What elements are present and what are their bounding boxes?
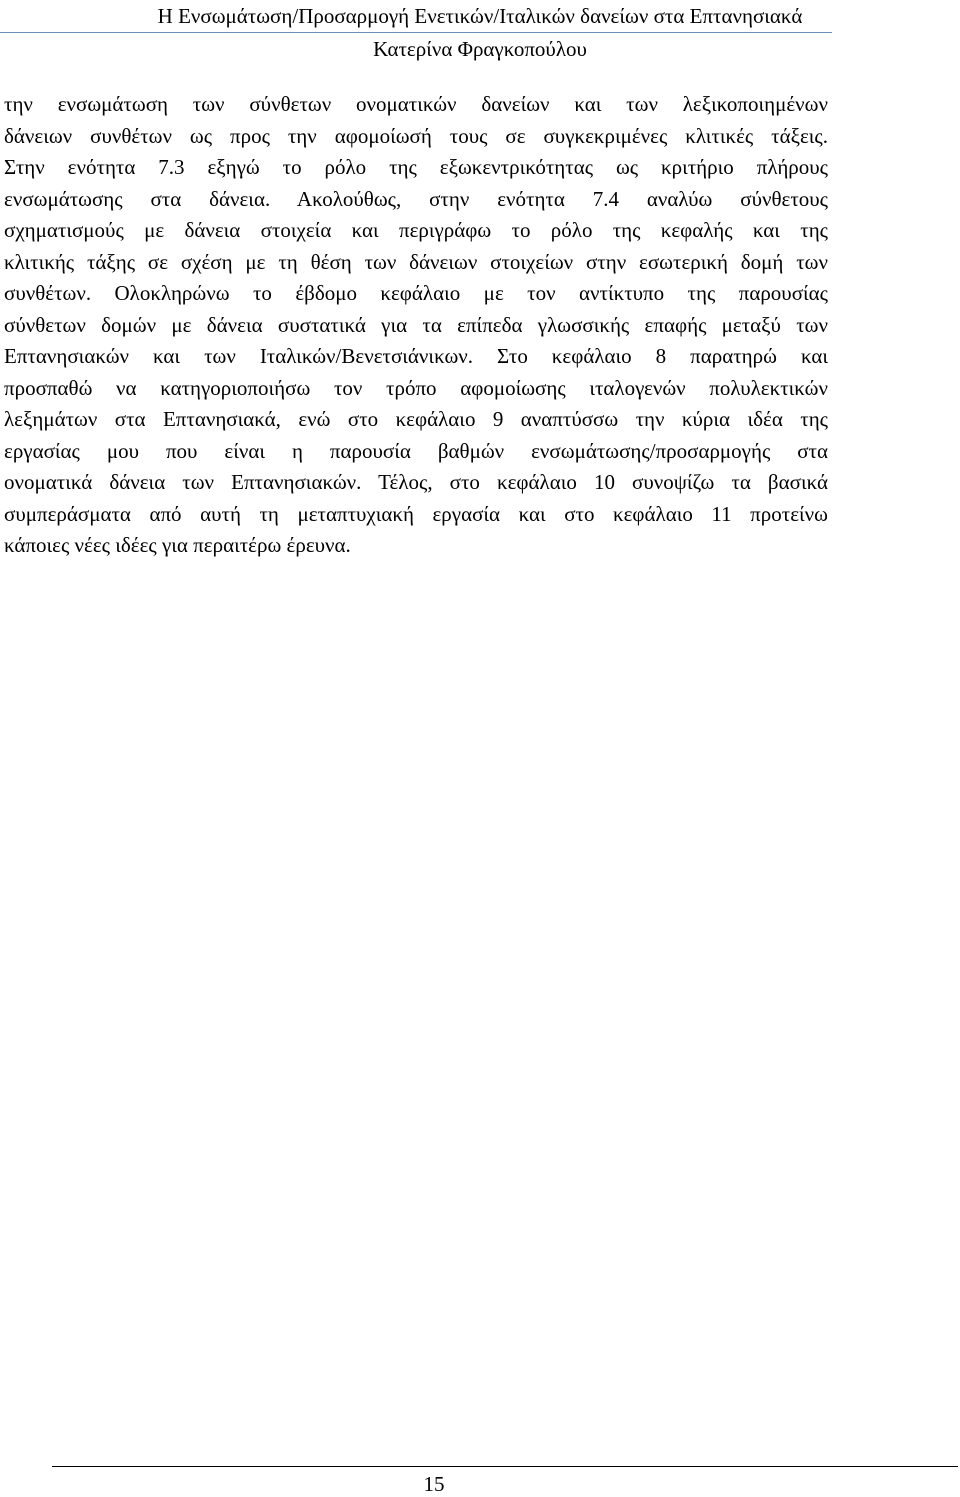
- page-number: 15: [423, 1472, 445, 1496]
- paragraph-line: σχηματισμούς με δάνεια στοιχεία και περιγράφω το ρόλο της κεφαλής και της: [4, 218, 828, 242]
- paragraph-line: σύνθετων δομών με δάνεια συστατικά για τα επίπεδα γλωσσικής επαφής μεταξύ των: [4, 312, 828, 337]
- paragraph-line: προσπαθώ να κατηγοριοποιήσω τον τρόπο αφομοίωσης ιταλογενών πολυλεκτικών: [4, 375, 828, 400]
- paragraph-line: ονοματικά δάνεια των Επτανησιακών. Τέλος, στο κεφάλαιο 10 συνοψίζω τα βασικά: [4, 470, 828, 494]
- paragraph-line: Επτανησιακών και των Ιταλικών/Βενετσιάνικων. Στο κεφάλαιο 8 παρατηρώ και: [4, 344, 828, 368]
- author-name: Κατερίνα Φραγκοπούλου: [373, 37, 587, 61]
- body-paragraph: [4, 89, 828, 562]
- paragraph-line: Στην ενότητα 7.3 εξηγώ το ρόλο της εξωκεντρικότητας ως κριτήριο πλήρους: [4, 155, 828, 179]
- header-divider: [0, 32, 832, 33]
- paragraph-line: δάνειων συνθέτων ως προς την αφομοίωσή τους σε συγκεκριμένες κλιτικές τάξεις.: [4, 123, 828, 148]
- paragraph-line: κάποιες νέες ιδέες για περαιτέρω έρευνα.: [4, 533, 351, 557]
- paragraph-line: συνθέτων. Ολοκληρώνω το έβδομο κεφάλαιο με τον αντίκτυπο της παρουσίας: [4, 281, 828, 305]
- document-title: Η Ενσωμάτωση/Προσαρμογή Ενετικών/Ιταλικών δανείων στα Επτανησιακά: [157, 4, 803, 28]
- paragraph-line: την ενσωμάτωση των σύνθετων ονοματικών δανείων και των λεξικοποιημένων: [4, 92, 828, 116]
- paragraph-line: λεξημάτων στα Επτανησιακά, ενώ στο κεφάλαιο 9 αναπτύσσω την κύρια ιδέα της: [4, 407, 828, 431]
- paragraph-line: συμπεράσματα από αυτή τη μεταπτυχιακή εργασία και στο κεφάλαιο 11 προτείνω: [4, 501, 828, 526]
- paragraph-line: ενσωμάτωσης στα δάνεια. Ακολούθως, στην ενότητα 7.4 αναλύω σύνθετους: [4, 186, 828, 211]
- footer-divider: [52, 1466, 958, 1467]
- paragraph-line: κλιτικής τάξης σε σχέση με τη θέση των δάνειων στοιχείων στην εσωτερική δομή των: [4, 249, 828, 274]
- paragraph-line: εργασίας μου που είναι η παρουσία βαθμών ενσωμάτωσης/προσαρμογής στα: [4, 438, 828, 463]
